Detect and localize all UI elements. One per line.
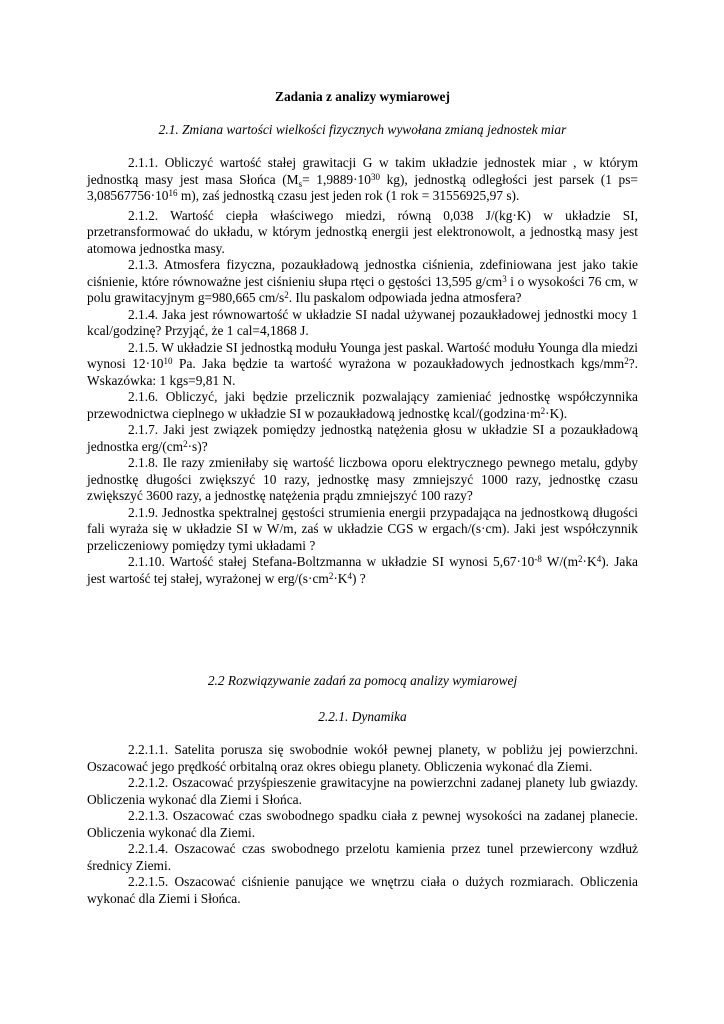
section-heading-2-2: 2.2 Rozwiązywanie zadań za pomocą analizy wymiarowej	[207, 673, 518, 688]
section-heading-2-2-1: 2.2.1. Dynamika	[318, 709, 407, 724]
section-2-1-body	[87, 155, 638, 587]
problem-2-2-1-3: 2.2.1.3. Oszacować czas swobodnego spadku ciała z pewnej wysokości na zadanej planecie. Obliczenia wykonać dla Ziemi.	[87, 808, 638, 840]
problem-2-1-5: 2.1.5. W układzie SI jednostką modułu Younga jest paskal. Wartość modułu Younga dla miedzi wynosi $12\cdot 10^{10}$ Pa. Jaka będzie ta wartość wyrażona w pozaukładowych jednostkach kgs/$mm^2$?. Wskazówka: 1 kgs=9,81 N.	[87, 339, 638, 388]
section-2-2-1-body	[87, 742, 638, 907]
problem-2-2-1-5: 2.2.1.5. Oszacować ciśnienie panujące we wnętrzu ciała o dużych rozmiarach. Obliczenia wykonać dla Ziemi i Słońca.	[87, 874, 638, 906]
section-heading-2-1: 2.1. Zmiana wartości wielkości fizycznych wywołana zmianą jednostek miar	[158, 122, 567, 137]
problem-2-2-1-4: 2.2.1.4. Oszacować czas swobodnego przelotu kamienia przez tunel przewiercony wzdłuż średnicy Ziemi.	[87, 841, 638, 873]
problem-2-1-10: 2.1.10. Wartość stałej Stefana-Boltzmanna w układzie SI wynosi $5,67\cdot 10^{-8}$ $W/(m^2\cdot K^4)$. Jaka jest wartość tej stałej, wyrażonej w erg/$(s\cdot cm^2\cdot K^4)$ ?	[87, 554, 639, 586]
problem-2-1-3: 2.1.3. Atmosfera fizyczna, pozaukładową jednostka ciśnienia, zdefiniowana jest jako takie ciśnienie, które równoważne jest ciśnieniu słupa rtęci o gęstości 13,595 $g/cm^3$ i o wysokości 76 cm, w polu grawitacyjnym g=980,665 $cm/s^2$. Ilu paskalom odpowiada jedna atmosfera?	[87, 257, 638, 305]
problem-2-1-6: 2.1.6. Obliczyć, jaki będzie przelicznik pozwalający zamieniać jednostkę współczynnika przewodnictwa cieplnego w układzie SI w pozaukładową jednostkę kcal/$(godzina\cdot m^2\cdot K)$.	[87, 389, 638, 421]
problem-2-1-8: 2.1.8. Ile razy zmieniłaby się wartość liczbowa oporu elektrycznego pewnego metalu, gdyby jednostkę długości zwiększyć 10 razy, jednostkę masy zmniejszyć 1000 razy, jednostkę czasu zwiększyć 3600 razy, a jednostkę natężenia prądu zmniejszyć 100 razy?	[87, 455, 638, 503]
problem-2-1-7: 2.1.7. Jaki jest związek pomiędzy jednostką natężenia głosu w układzie SI a pozaukładową jednostka erg/$(cm^2\cdot s)$?	[87, 422, 638, 454]
problem-2-1-1: 2.1.1. Obliczyć wartość stałej grawitacji G w takim układzie jednostek miar , w którym jednostką masy jest masa Słońca ($M_s= 1,9889\cdot 10^{30}$ kg), jednostką odległości jest parsek (1 $ps= 3,08567756\cdot 10^{16}$ m), zaś jednostką czasu jest jeden rok (1 rok = 31556925,97 s).	[87, 155, 638, 203]
page-title: Zadania z analizy wymiarowej	[275, 89, 450, 104]
problem-2-1-9: 2.1.9. Jednostka spektralnej gęstości strumienia energii przypadająca na jednostkową długości fali wyraża się w układzie SI w W/m, zaś w układzie CGS w ergach/(s·cm). Jaki jest współczynnik przeliczeniowy pomiędzy tymi układami ?	[87, 504, 638, 553]
problem-2-1-2: 2.1.2. Wartość ciepła właściwego miedzi, równą 0,038 J/(kg·K) w układzie SI, przetransformować do układu, w którym jednostką energii jest elektronowolt, a jednostką masy jest atomowa jednostka masy.	[87, 207, 638, 256]
problem-2-2-1-1: 2.2.1.1. Satelita porusza się swobodnie wokół pewnej planety, w pobliżu jej powierzchni. Oszacować jego prędkość orbitalną oraz okres obiegu planety. Obliczenia wykonać dla Ziemi.	[87, 742, 638, 774]
problem-2-2-1-2: 2.2.1.2. Oszacować przyśpieszenie grawitacyjne na powierzchni zadanej planety lub gwiazdy. Obliczenia wykonać dla Ziemi i Słońca.	[87, 775, 638, 807]
problem-2-1-4: 2.1.4. Jaka jest równowartość w układzie SI nadal używanej pozaukładowej jednostki mocy 1 kcal/godzinę? Przyjąć, że 1 cal=4,1868 J.	[87, 306, 638, 338]
